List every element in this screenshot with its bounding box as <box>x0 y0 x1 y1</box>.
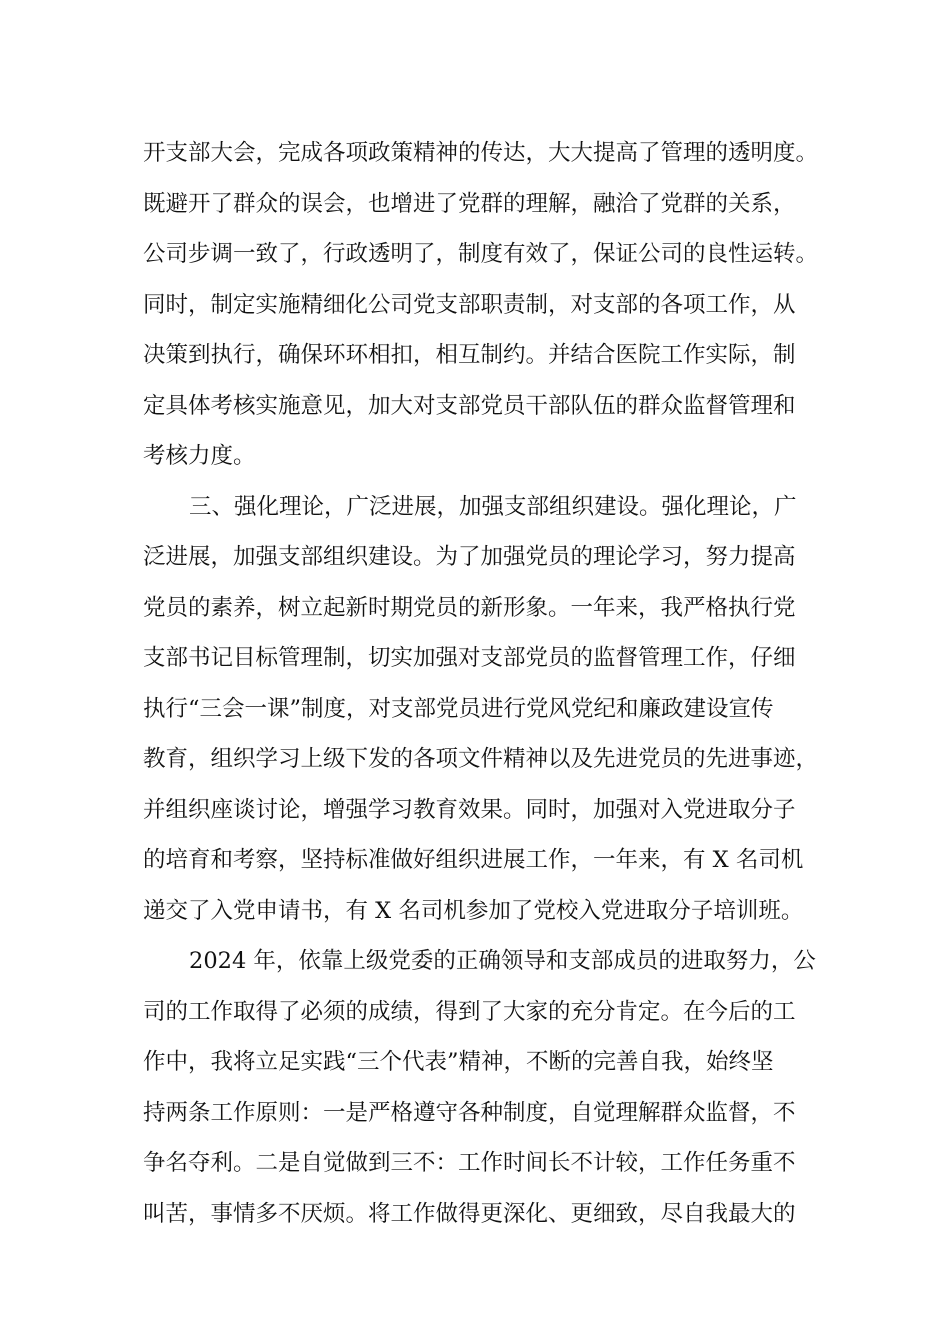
text-line-9: 泛进展，加强支部组织建设。为了加强党员的理论学习，努力提高 <box>143 544 796 570</box>
text-line-4: 同时，制定实施精细化公司党支部职责制，对支部的各项工作，从 <box>143 291 796 318</box>
text-line-22: 叫苦，事情多不厌烦。将工作做得更深化、更细致，尽自我最大的 <box>143 1200 796 1227</box>
text-line-14: 并组织座谈讨论，增强学习教育效果。同时，加强对入党进取分子 <box>143 796 796 823</box>
text-line-2: 既避开了群众的误会，也增进了党群的理解，融洽了党群的关系， <box>143 190 796 217</box>
text-line-21: 争名夺利。二是自觉做到三不：工作时间长不计较，工作任务重不 <box>143 1150 796 1176</box>
text-line-6: 定具体考核实施意见，加大对支部党员干部队伍的群众监督管理和 <box>143 392 796 419</box>
text-line-7: 考核力度。 <box>143 443 256 469</box>
text-line-20: 持两条工作原则：一是严格遵守各种制度，自觉理解群众监督，不 <box>143 1099 796 1126</box>
paragraph-4-first-line: 2024 年，依靠上级党委的正确领导和支部成员的进取努力，公 <box>189 948 816 974</box>
text-line-1: 开支部大会，完成各项政策精神的传达，大大提高了管理的透明度。 <box>143 140 819 166</box>
text-line-10: 党员的素养，树立起新时期党员的新形象。一年来，我严格执行党 <box>143 594 796 621</box>
text-line-15: 的培育和考察，坚持标准做好组织进展工作，一年来，有 X 名司机 <box>143 847 804 873</box>
text-line-12: 执行“三会一课”制度，对支部党员进行党风党纪和廉政建设宣传 <box>143 695 774 722</box>
text-line-11: 支部书记目标管理制，切实加强对支部党员的监督管理工作，仔细 <box>143 645 796 671</box>
text-line-18: 司的工作取得了必须的成绩，得到了大家的充分肯定。在今后的工 <box>143 998 796 1025</box>
text-line-16: 递交了入党申请书，有 X 名司机参加了党校入党进取分子培训班。 <box>143 897 804 924</box>
text-line-13: 教育，组织学习上级下发的各项文件精神以及先进党员的先进事迹， <box>143 746 819 772</box>
document-body <box>143 128 843 1239</box>
text-line-19: 作中，我将立足实践“三个代表”精神，不断的完善自我，始终坚 <box>143 1049 774 1075</box>
text-line-5: 决策到执行，确保环环相扣，相互制约。并结合医院工作实际，制 <box>143 342 796 368</box>
text-line-3: 公司步调一致了，行政透明了，制度有效了，保证公司的良性运转。 <box>143 241 819 267</box>
paragraph-3-heading-line: 三、强化理论，广泛进展，加强支部组织建设。强化理论，广 <box>189 493 797 520</box>
